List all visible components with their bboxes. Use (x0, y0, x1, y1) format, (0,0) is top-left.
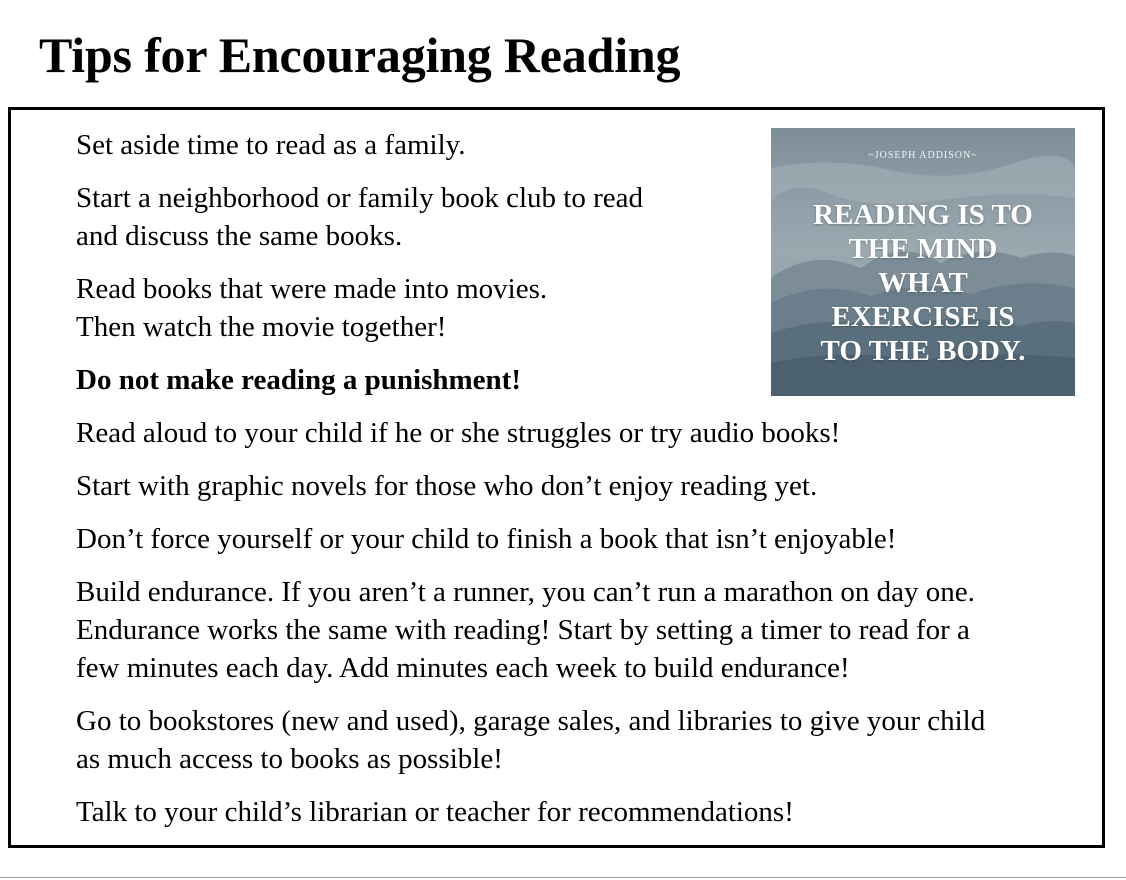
tip-text (76, 179, 643, 255)
bottom-divider (0, 877, 1126, 878)
tip-text (76, 520, 896, 558)
tip-line: Do not make reading a punishment! (76, 364, 521, 396)
quote-line: EXERCISE IS (831, 301, 1015, 333)
quote-line: WHAT (878, 267, 968, 299)
tip-line: Build endurance. If you aren’t a runner, you can’t run a marathon on day one. (76, 576, 975, 608)
tip-line: Start with graphic novels for those who don’t enjoy reading yet. (76, 470, 818, 502)
tip-text (76, 702, 985, 778)
tip-text (76, 270, 547, 346)
tip-line: Start a neighborhood or family book club to read (76, 182, 643, 214)
tip-text (76, 414, 840, 452)
quote-image (771, 128, 1075, 396)
tip-line: Go to bookstores (new and used), garage sales, and libraries to give your child (76, 705, 986, 737)
tip-line: Endurance works the same with reading! Start by setting a timer to read for a (76, 614, 970, 646)
tip-line: Don’t force yourself or your child to finish a book that isn’t enjoyable! (76, 523, 897, 555)
tip-text (76, 793, 794, 831)
quote-line: THE MIND (848, 233, 998, 265)
tip-line: Talk to your child’s librarian or teacher for recommendations! (76, 796, 794, 828)
tip-text (76, 573, 975, 687)
tip-line: and discuss the same books. (76, 220, 403, 252)
tip-line: Then watch the movie together! (76, 311, 447, 343)
tip-text (76, 467, 817, 505)
quote-line: TO THE BODY. (820, 335, 1026, 367)
quote-line: READING IS TO (813, 199, 1033, 231)
tip-text (76, 361, 521, 399)
tip-line: few minutes each day. Add minutes each week to build endurance! (76, 652, 850, 684)
tip-text (76, 126, 466, 164)
tip-line: as much access to books as possible! (76, 743, 503, 775)
tip-line: Read aloud to your child if he or she struggles or try audio books! (76, 417, 841, 449)
tip-line: Set aside time to read as a family. (76, 129, 466, 161)
quote-text (771, 198, 1075, 368)
quote-author: ~JOSEPH ADDISON~ (868, 150, 978, 161)
tip-line: Read books that were made into movies. (76, 273, 548, 305)
tips-box (8, 107, 1105, 848)
page-title: Tips for Encouraging Reading (39, 27, 681, 83)
